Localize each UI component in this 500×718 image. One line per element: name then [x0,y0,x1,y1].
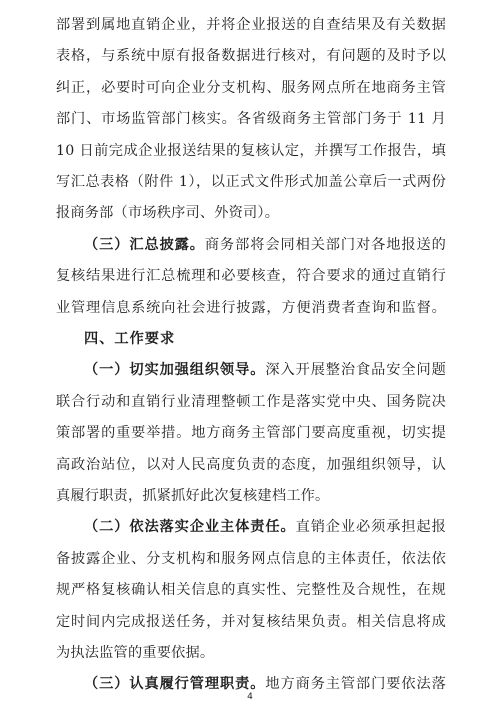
body-line: 定时间内完成报送任务，并对复核结果负责。相关信息将成 [56,613,446,630]
paragraph-section-3 [84,235,446,255]
body-line: 备披露企业、分支机构和服务网点信息的主体责任，依法依 [56,550,446,567]
body-line: 表格，与系统中原有报备数据进行核对，有问题的及时予以 [56,48,446,65]
paragraph-item-1 [84,360,446,380]
body-text: 商务部将会同相关部门对各地报送的 [204,236,446,253]
page-number: 4 [247,692,253,702]
body-text: 直销企业必须承担起报 [295,519,446,536]
item-heading: （三）认真履行管理职责。 [84,676,266,693]
body-line: 纠正，必要时可向企业分支机构、服务网点所在地商务主管 [56,79,446,96]
item-heading: （一）切实加强组织领导。 [84,362,266,379]
paragraph-item-2 [84,517,446,537]
body-text: 地方商务主管部门要依法落 [265,676,446,693]
body-line: 为执法监管的重要依据。 [56,645,215,661]
body-text: 深入开展整治食品安全问题 [265,362,446,379]
body-line: 业管理信息系统向社会进行披露，方便消费者查询和监督。 [56,299,446,316]
chapter-title: 四、工作要求 [84,331,176,347]
body-line: 部署到属地直销企业，并将企业报送的自查结果及有关数据 [56,17,446,33]
body-line: 规严格复核确认相关信息的真实性、完整性及合规性，在规 [56,582,446,599]
body-line: 部门、市场监管部门核实。各省级商务主管部门务于 11 月 [56,111,446,128]
body-line: 策部署的重要举措。地方商务主管部门要高度重视，切实提 [56,425,446,442]
item-heading: （二）依法落实企业主体责任。 [84,519,296,536]
section-heading: （三）汇总披露。 [84,236,205,253]
body-line: 报商务部（市场秩序司、外资司）。 [56,205,280,222]
body-line: 写汇总表格（附件 1），以正式文件形式加盖公章后一式两份 [56,174,446,190]
body-line: 高政治站位，以对人民高度负责的态度，加强组织领导，认 [56,456,446,473]
body-line: 复核结果进行汇总梳理和必要核查，符合要求的通过直销行 [56,268,446,285]
body-line: 真履行职责，抓紧抓好此次复核建档工作。 [56,488,330,504]
body-line: 联合行动和直销行业清理整顿工作是落实党中央、国务院决 [56,393,446,410]
body-line: 10 日前完成企业报送结果的复核认定，并撰写工作报告，填 [56,142,446,159]
